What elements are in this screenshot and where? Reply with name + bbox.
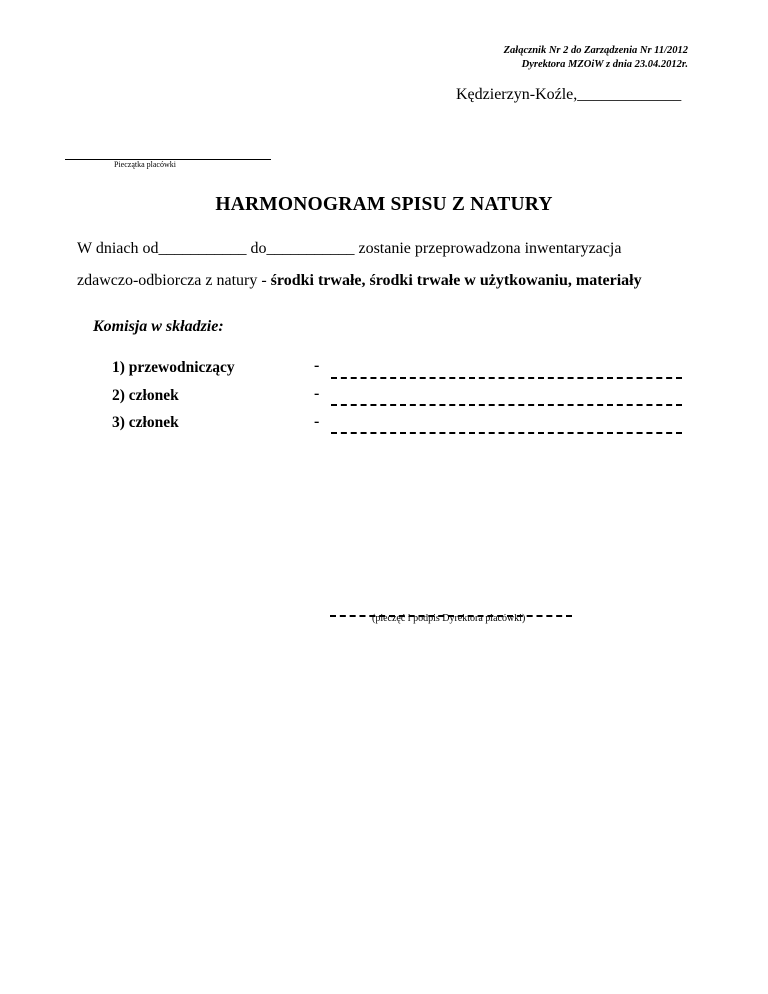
member-signature-line <box>331 432 682 434</box>
place-date: Kędzierzyn-Koźle,_____________ <box>456 86 682 103</box>
member-dash: - <box>314 385 320 402</box>
member-signature-line <box>331 404 682 406</box>
attachment-line-1: Załącznik Nr 2 do Zarządzenia Nr 11/2012 <box>503 45 688 56</box>
commission-heading: Komisja w składzie: <box>93 318 224 335</box>
stamp-label: Pieczątka placówki <box>114 160 176 169</box>
member-dash: - <box>314 413 320 430</box>
director-signature-label: (pieczęć i podpis Dyrektora placówki) <box>372 613 526 624</box>
body-line-2 <box>77 272 642 290</box>
body-line-2-prefix: zdawczo-odbiorcza z natury - <box>77 272 271 289</box>
member-signature-line <box>331 377 682 379</box>
member-label: 1) przewodniczący <box>112 359 235 376</box>
member-dash: - <box>314 357 320 374</box>
body-line-2-assets: środki trwałe, środki trwałe w użytkowaniu, materiały <box>270 272 642 289</box>
document-title: HARMONOGRAM SPISU Z NATURY <box>215 194 553 215</box>
attachment-note <box>504 44 688 72</box>
member-label: 2) członek <box>112 387 179 404</box>
attachment-line-2: Dyrektora MZOiW z dnia 23.04.2012r. <box>521 59 688 70</box>
member-label: 3) członek <box>112 414 179 431</box>
body-line-1: W dniach od___________ do___________ zostanie przeprowadzona inwentaryzacja <box>77 240 622 257</box>
